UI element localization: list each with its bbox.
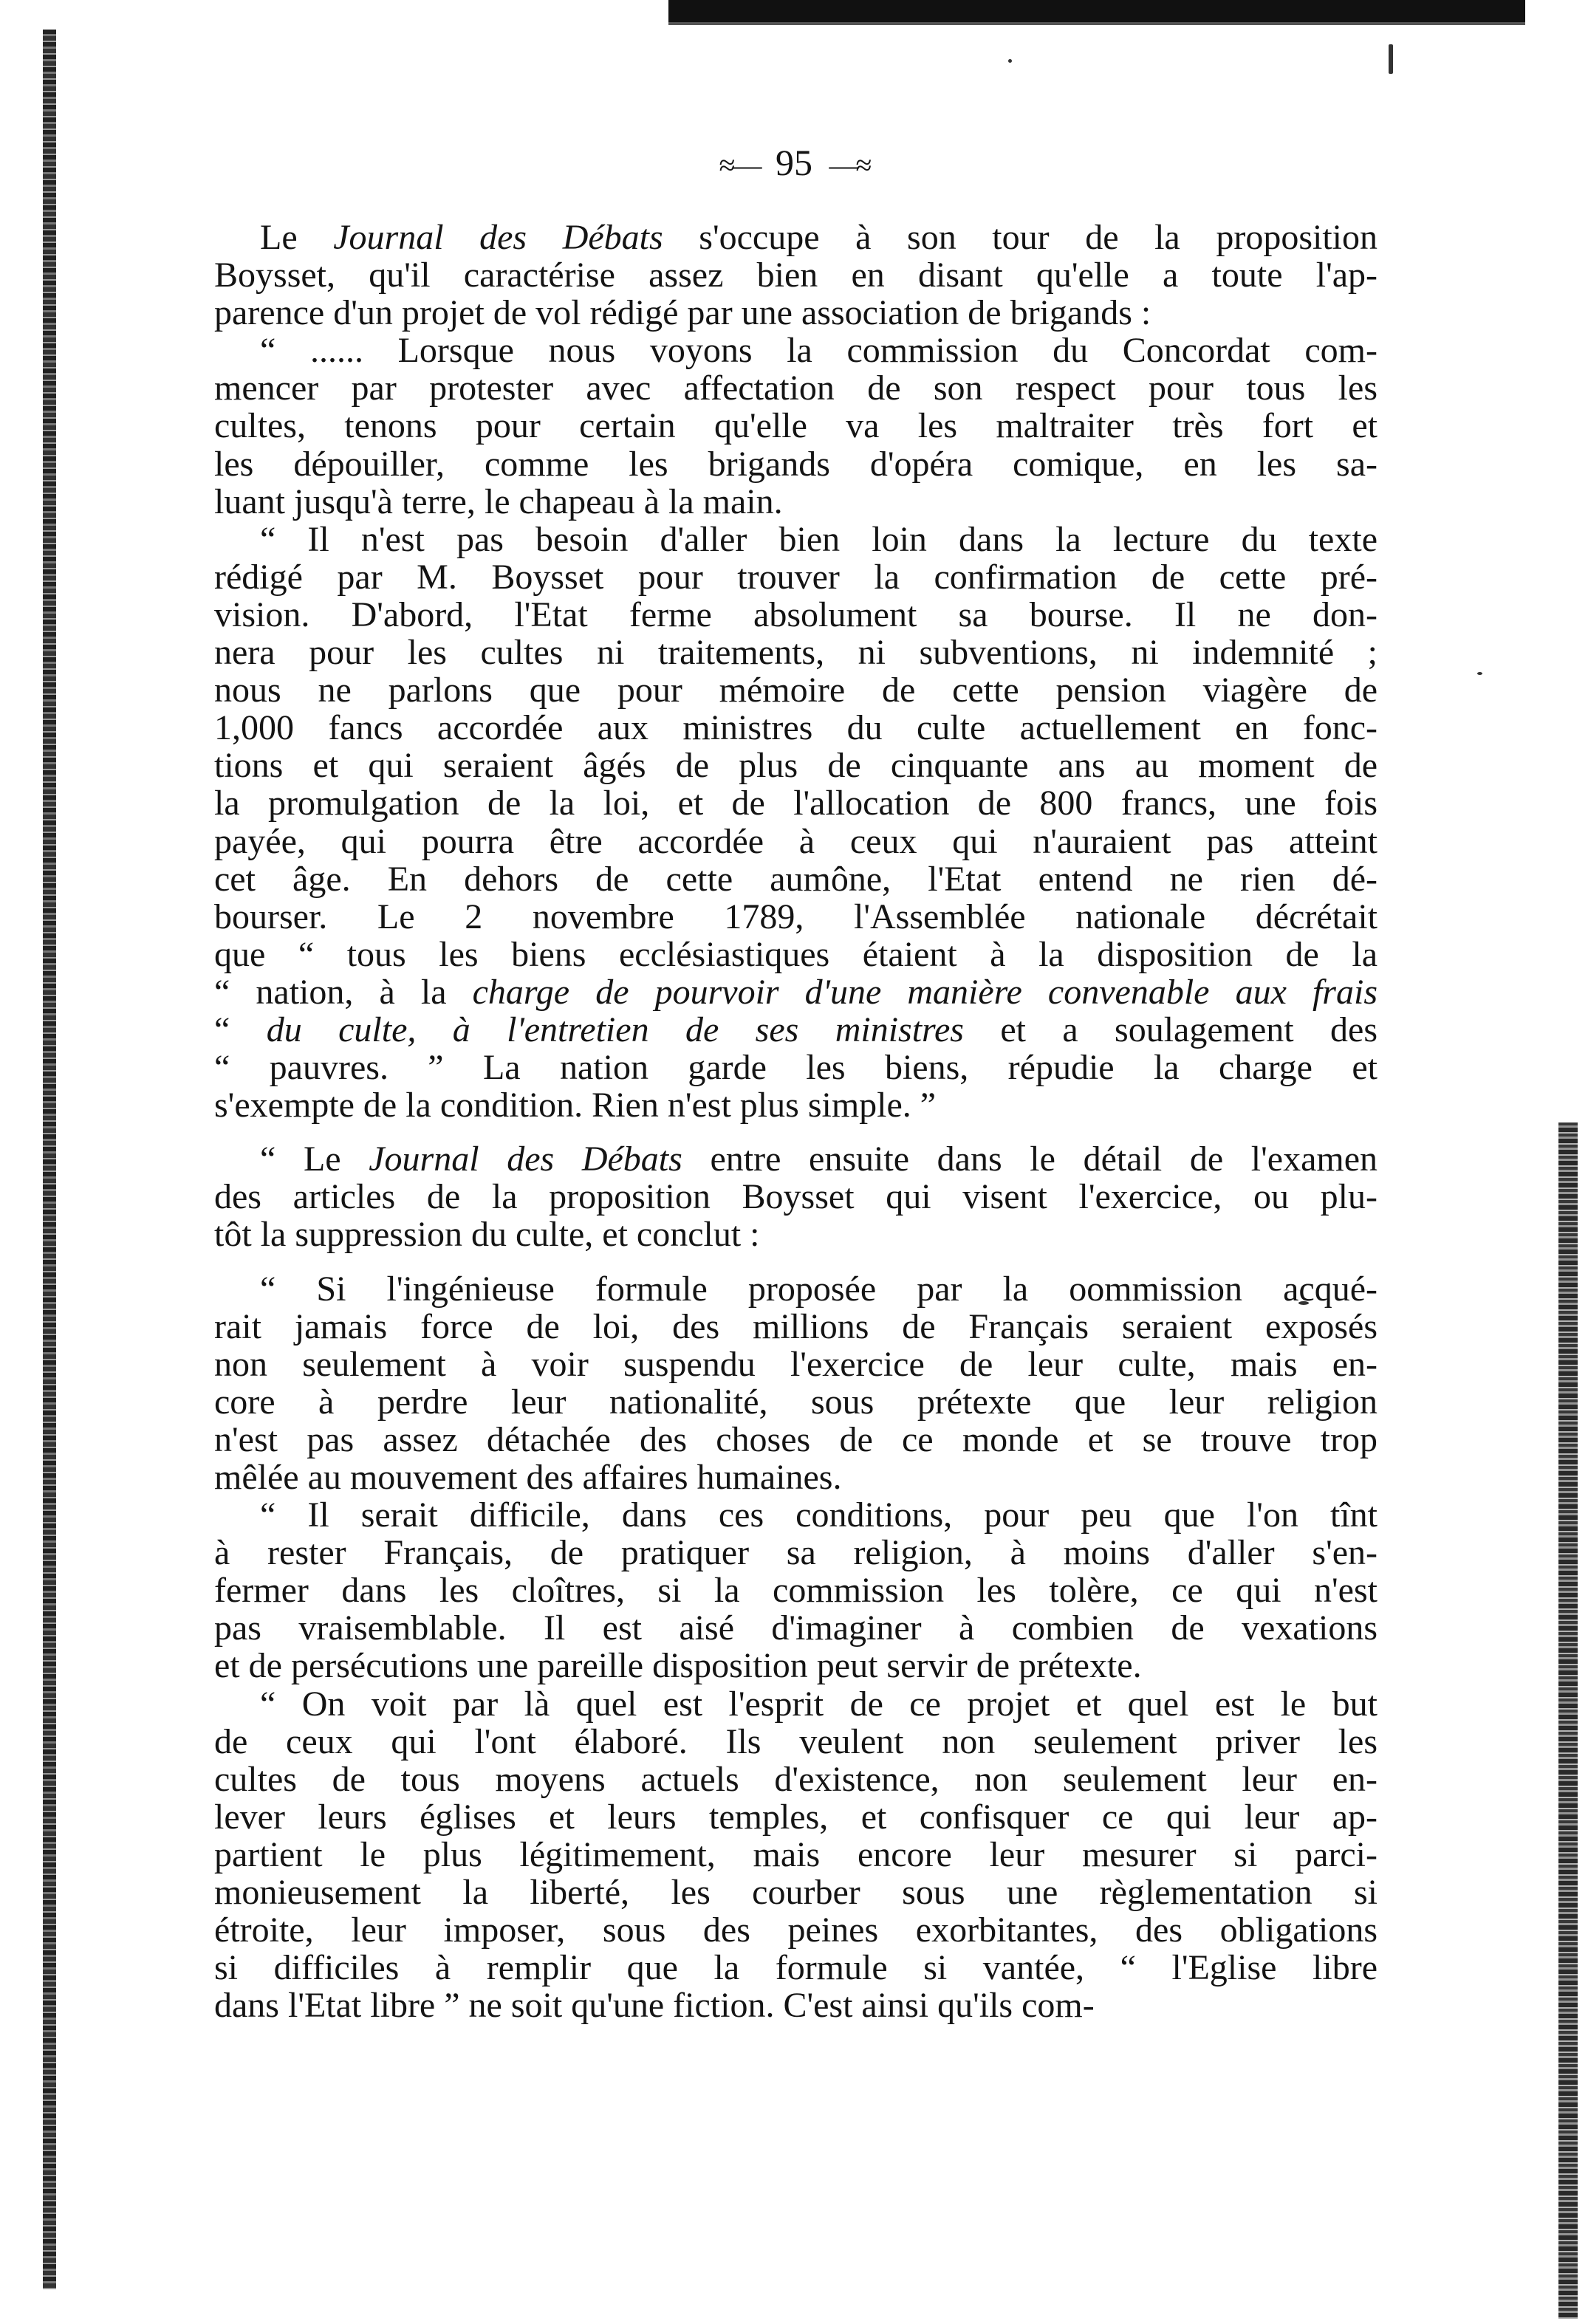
text-line	[214, 596, 1377, 634]
text-line	[214, 634, 1377, 671]
italic-text-run: Journal des Débats	[369, 1140, 682, 1179]
ornament-left: ≈—	[719, 148, 759, 182]
text-line	[214, 1011, 1377, 1049]
text-line	[214, 1647, 1377, 1684]
text-line	[214, 1723, 1377, 1761]
text-run: non seulement à voir suspendu l'exercice de leur culte, mais en-	[214, 1345, 1377, 1383]
page-header	[0, 137, 1588, 188]
text-run: “	[214, 1010, 267, 1049]
text-run: 1,000 fancs accordée aux ministres du culte actuellement en fonc-	[214, 709, 1377, 747]
text-run: mêlée au mouvement des affaires humaines.	[214, 1459, 842, 1497]
text-line	[214, 1609, 1377, 1647]
text-line	[214, 1049, 1377, 1086]
text-run: “ Si l'ingénieuse formule proposée par la oommission acqué-	[260, 1269, 1377, 1308]
text-run: Le	[260, 219, 334, 257]
text-line	[214, 558, 1377, 596]
text-run: et de persécutions une pareille disposition peut servir de prétexte.	[214, 1647, 1142, 1685]
text-line	[214, 1178, 1377, 1216]
text-run: fermer dans les cloîtres, si la commission les tolère, ce qui n'est	[214, 1571, 1377, 1610]
text-run: tions et qui seraient âgés de plus de cinquante ans au moment de	[214, 747, 1377, 785]
text-run: bourser. Le 2 novembre 1789, l'Assemblée nationale décrétait	[214, 897, 1377, 936]
text-line	[214, 1270, 1377, 1308]
paragraph	[214, 521, 1377, 1125]
text-line	[214, 1761, 1377, 1798]
text-line	[214, 1571, 1377, 1609]
text-line	[214, 256, 1377, 294]
text-run: et a soulagement des	[963, 1010, 1377, 1049]
text-run: “ Il n'est pas besoin d'aller bien loin dans la lecture du texte	[260, 520, 1377, 558]
italic-text-run: charge de pourvoir d'une manière convenable aux frais	[472, 973, 1377, 1011]
paragraph	[214, 219, 1377, 332]
paragraph	[214, 1496, 1377, 1684]
text-run: parence d'un projet de vol rédigé par une association de brigands :	[214, 294, 1151, 332]
text-line	[214, 1086, 1377, 1124]
paragraph	[214, 332, 1377, 520]
text-line	[214, 747, 1377, 784]
italic-text-run: du culte, à l'entretien de ses ministres	[266, 1010, 964, 1049]
text-line	[214, 369, 1377, 407]
text-run: dans l'Etat libre ” ne soit qu'une fiction. C'est ainsi qu'ils com-	[214, 1987, 1095, 2025]
text-run: tôt la suppression du culte, et conclut :	[214, 1216, 760, 1254]
text-line	[214, 1308, 1377, 1346]
paragraph	[214, 1270, 1377, 1497]
text-run: partient le plus légitimement, mais encore leur mesurer si parci-	[214, 1835, 1377, 1874]
text-run: nera pour les cultes ni traitements, ni subventions, ni indemnité ;	[214, 634, 1377, 672]
text-run: payée, qui pourra être accordée à ceux qui n'auraient pas atteint	[214, 822, 1377, 860]
text-line	[214, 294, 1377, 332]
page-number: 95	[776, 142, 812, 183]
text-line	[214, 898, 1377, 936]
text-run: de ceux qui l'ont élaboré. Ils veulent non seulement priver les	[214, 1722, 1377, 1761]
text-line	[214, 1836, 1377, 1874]
text-run: les dépouiller, comme les brigands d'opéra comique, en les sa-	[214, 445, 1377, 483]
text-line	[214, 1216, 1377, 1253]
text-run: si difficiles à remplir que la formule si vantée, “ l'Eglise libre	[214, 1949, 1377, 1987]
text-run: cet âge. En dehors de cette aumône, l'Etat entend ne rien dé-	[214, 860, 1377, 898]
text-run: “ Le	[260, 1140, 369, 1179]
text-line	[214, 521, 1377, 558]
scan-edge-right	[1558, 1122, 1578, 2319]
text-line	[214, 1911, 1377, 1949]
text-line	[214, 1383, 1377, 1421]
text-run: “ ...... Lorsque nous voyons la commission du Concordat com-	[260, 332, 1377, 370]
scan-border-top	[668, 0, 1525, 22]
text-line	[214, 1798, 1377, 1836]
text-run: la promulgation de la loi, et de l'allocation de 800 francs, une fois	[214, 784, 1377, 823]
text-line	[214, 445, 1377, 483]
text-run: monieusement la liberté, les courber sous une règlementation si	[214, 1874, 1377, 1912]
scan-speck	[1477, 672, 1482, 675]
text-line	[214, 1421, 1377, 1459]
text-line	[214, 709, 1377, 747]
text-run: cultes, tenons pour certain qu'elle va les maltraiter très fort et	[214, 407, 1377, 445]
text-line	[214, 784, 1377, 822]
text-line	[214, 671, 1377, 709]
paragraph	[214, 1140, 1377, 1253]
text-line	[214, 219, 1377, 256]
text-run: étroite, leur imposer, sous des peines exorbitantes, des obligations	[214, 1911, 1377, 1950]
text-line	[214, 936, 1377, 973]
text-run: à rester Français, de pratiquer sa religion, à moins d'aller s'en-	[214, 1534, 1377, 1572]
text-run: rédigé par M. Boysset pour trouver la confirmation de cette pré-	[214, 558, 1377, 596]
text-run: lever leurs églises et leurs temples, et confisquer ce qui leur ap-	[214, 1797, 1377, 1836]
paragraph-gap	[214, 1254, 1377, 1270]
text-run: des articles de la proposition Boysset qui visent l'exercice, ou plu-	[214, 1178, 1377, 1216]
text-line	[214, 332, 1377, 369]
text-run: mencer par protester avec affectation de son respect pour tous les	[214, 369, 1377, 408]
text-line	[214, 860, 1377, 898]
scan-speck	[1389, 44, 1393, 74]
text-line	[214, 973, 1377, 1011]
text-run: core à perdre leur nationalité, sous prétexte que leur religion	[214, 1382, 1377, 1421]
text-run: entre ensuite dans le détail de l'examen	[682, 1140, 1377, 1179]
text-line	[214, 1949, 1377, 1987]
text-line	[214, 1534, 1377, 1571]
text-run: “ Il serait difficile, dans ces conditions, pour peu que l'on tînt	[260, 1496, 1377, 1535]
text-run: pas vraisemblable. Il est aisé d'imaginer à combien de vexations	[214, 1609, 1377, 1648]
ornament-right: —≈	[829, 148, 869, 182]
text-run: nous ne parlons que pour mémoire de cette pension viagère de	[214, 671, 1377, 710]
paragraph-gap	[214, 1124, 1377, 1140]
text-line	[214, 1874, 1377, 1911]
text-run: s'exempte de la condition. Rien n'est plus simple. ”	[214, 1086, 937, 1125]
body-text	[214, 219, 1377, 2024]
text-run: “ On voit par là quel est l'esprit de ce projet et quel est le but	[260, 1684, 1377, 1723]
text-line	[214, 823, 1377, 860]
text-run: rait jamais force de loi, des millions de Français seraient exposés	[214, 1307, 1377, 1346]
text-line	[214, 1346, 1377, 1383]
text-line	[214, 1496, 1377, 1534]
text-line	[214, 1987, 1377, 2024]
text-line	[214, 1459, 1377, 1496]
text-run: “ nation, à la	[214, 973, 473, 1011]
text-run: vision. D'abord, l'Etat ferme absolument sa bourse. Il ne don-	[214, 595, 1377, 634]
text-run: que “ tous les biens ecclésiastiques étaient à la disposition de la	[214, 935, 1377, 973]
scan-speck	[1008, 59, 1012, 63]
text-line	[214, 1140, 1377, 1178]
scan-edge-left	[43, 30, 56, 2289]
scan-border-top-thin	[668, 22, 1525, 25]
text-run: Boysset, qu'il caractérise assez bien en disant qu'elle a toute l'ap-	[214, 256, 1377, 295]
text-line	[214, 483, 1377, 521]
paragraph	[214, 1685, 1377, 2025]
text-line	[214, 407, 1377, 445]
text-line	[214, 1685, 1377, 1723]
text-run: luant jusqu'à terre, le chapeau à la main.	[214, 482, 783, 521]
text-run: “ pauvres. ” La nation garde les biens, répudie la charge et	[214, 1049, 1377, 1087]
text-run: n'est pas assez détachée des choses de ce monde et se trouve trop	[214, 1420, 1377, 1459]
text-run: s'occupe à son tour de la proposition	[663, 219, 1377, 257]
text-run: cultes de tous moyens actuels d'existence, non seulement leur en-	[214, 1760, 1377, 1798]
italic-text-run: Journal des Débats	[333, 219, 663, 257]
